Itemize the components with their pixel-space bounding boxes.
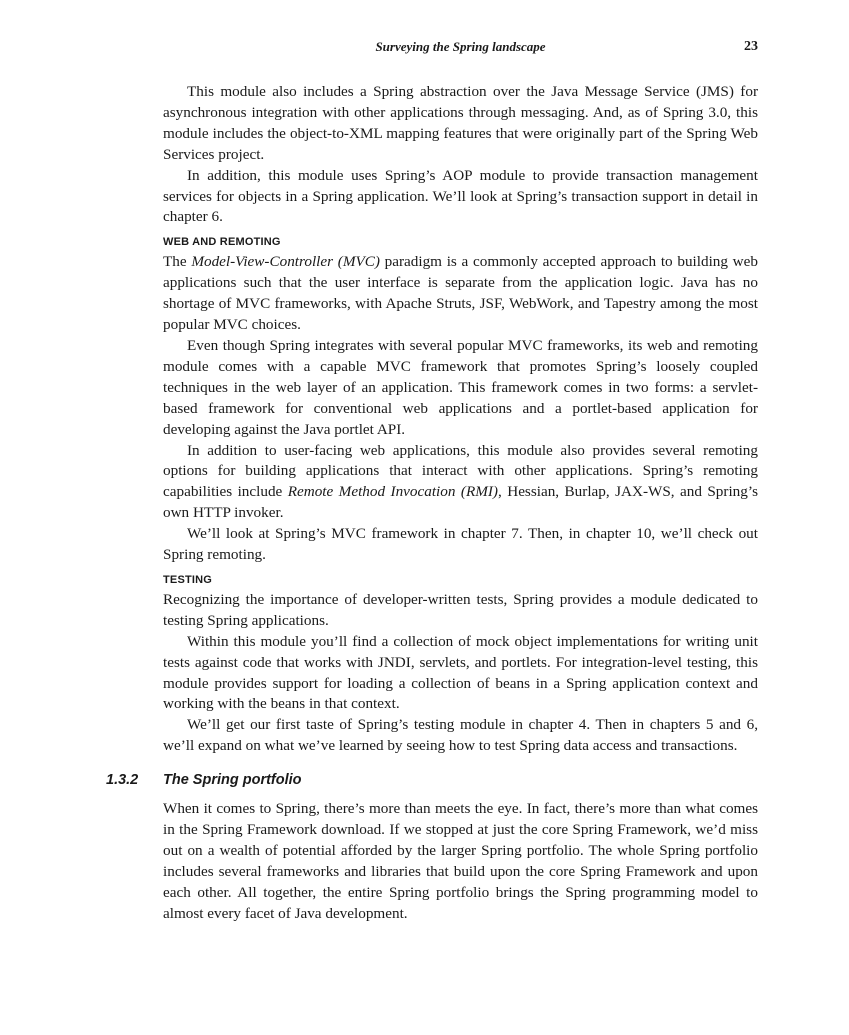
running-header	[163, 39, 758, 57]
section-title: The Spring portfolio	[163, 772, 302, 789]
text-run: paradigm is a commonly accepted approach to building web applications such that the user interface is separate from the application logic. Java has no shortage of MVC frameworks, with Apache Struts, JSF, WebWork, and Tapestry among the most popular MVC choices.	[163, 253, 758, 334]
paragraph-testing-chapters: We’ll get our first taste of Spring’s testing module in chapter 4. Then in chapters 5 and 6, we’ll expand on what we’ve learned by seeing how to test Spring data access and transactions.	[163, 716, 758, 755]
paragraph-aop: In addition, this module uses Spring’s AOP module to provide transaction management services for objects in a Spring application. We’ll look at Spring’s transaction support in detail in chapter 6.	[163, 166, 758, 226]
paragraph-mock-objects: Within this module you’ll find a collection of mock object implementations for writing unit tests against code that works with JNDI, servlets, and portlets. For integration-level testing, this module provides support for loading a collection of beans in a Spring application context and working with the beans in that context.	[163, 632, 758, 713]
paragraph-remoting	[163, 441, 758, 525]
text-run: The	[163, 253, 192, 271]
emphasis-mvc: Model-View-Controller (MVC)	[191, 253, 380, 271]
paragraph-testing-intro: Recognizing the importance of developer-written tests, Spring provides a module dedicated to testing Spring applications.	[163, 590, 758, 629]
page-number: 23	[744, 39, 758, 54]
heading-web-and-remoting: WEB AND REMOTING	[163, 236, 281, 249]
text-run: , Hessian, Burlap, JAX-WS, and Spring’s own HTTP invoker.	[163, 483, 758, 522]
paragraph-mvc	[163, 252, 758, 336]
running-header-title: Surveying the Spring landscape	[375, 39, 546, 54]
text-run: In addition to user-facing web applications, this module also provides several remoting options for building applications that interact with other applications. Spring’s remoting capabilities include	[163, 441, 758, 501]
paragraph-mvc-chapter: We’ll look at Spring’s MVC framework in chapter 7. Then, in chapter 10, we’ll check out Spring remoting.	[163, 525, 758, 564]
paragraph-jms: This module also includes a Spring abstraction over the Java Message Service (JMS) for asynchronous integration with other applications through messaging. And, as of Spring 3.0, this module includes the object-to-XML mapping features that were originally part of the Spring Web Services project.	[163, 83, 758, 163]
paragraph-portfolio: When it comes to Spring, there’s more than meets the eye. In fact, there’s more than what comes in the Spring Framework download. If we stopped at just the core Spring Framework, we’d miss out on a wealth of potential afforded by the larger Spring portfolio. The whole Spring portfolio includes several frameworks and libraries that build upon the core Spring Framework and upon each other. All together, the entire Spring portfolio brings the Spring programming model to almost every facet of Java development.	[163, 800, 758, 922]
section-heading	[106, 770, 758, 790]
section-number: 1.3.2	[106, 772, 139, 789]
paragraph-spring-mvc: Even though Spring integrates with several popular MVC frameworks, its web and remoting module comes with a capable MVC framework that promotes Spring’s loosely coupled techniques in the web layer of an application. This framework comes in two forms: a servlet-based framework for conventional web applications and a portlet-based application for developing against the Java portlet API.	[163, 336, 758, 438]
heading-testing: TESTING	[163, 573, 213, 586]
emphasis-rmi: Remote Method Invocation (RMI)	[287, 483, 498, 501]
page-body	[106, 82, 758, 925]
